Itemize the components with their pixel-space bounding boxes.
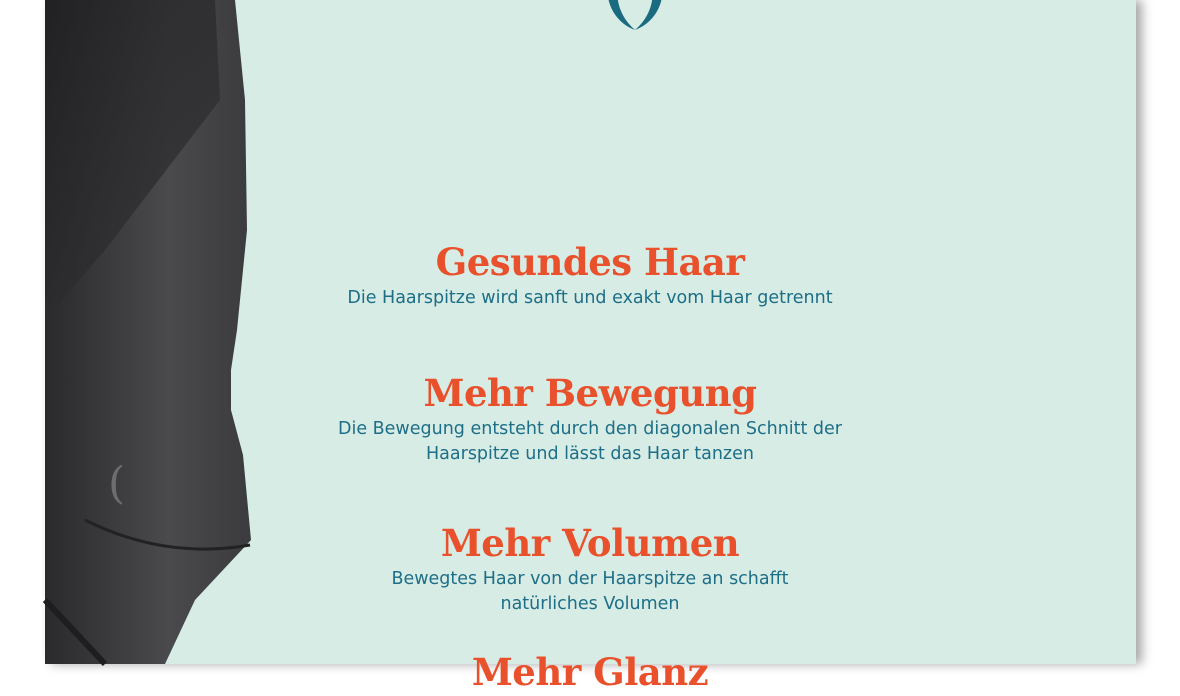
benefit-heading: Mehr Glanz <box>471 650 709 694</box>
benefit-text-line: Die Bewegung entsteht durch den diagonalen Schnitt der <box>337 419 842 439</box>
benefit-heading: Mehr Bewegung <box>423 371 757 415</box>
document-page <box>45 0 1136 694</box>
benefit-text-line: natürliches Volumen <box>500 594 680 614</box>
benefit-heading: Gesundes Haar <box>435 240 745 284</box>
benefit-text-line: Haarspitze und lässt das Haar tanzen <box>426 444 754 464</box>
scissors-tool-image <box>45 0 255 664</box>
benefit-heading: Mehr Volumen <box>440 521 740 565</box>
tool-engraving: ( <box>108 458 126 509</box>
benefit-healthy-hair <box>245 238 935 311</box>
brand-logo-icon <box>590 0 680 32</box>
benefit-text-line: Bewegtes Haar von der Haarspitze an schafft <box>391 569 789 589</box>
benefit-more-volume <box>245 519 935 617</box>
benefit-text-line: Die Haarspitze wird sanft und exakt vom Haar getrennt <box>347 288 833 308</box>
benefit-more-shine <box>245 648 935 696</box>
benefit-more-movement <box>245 369 935 467</box>
